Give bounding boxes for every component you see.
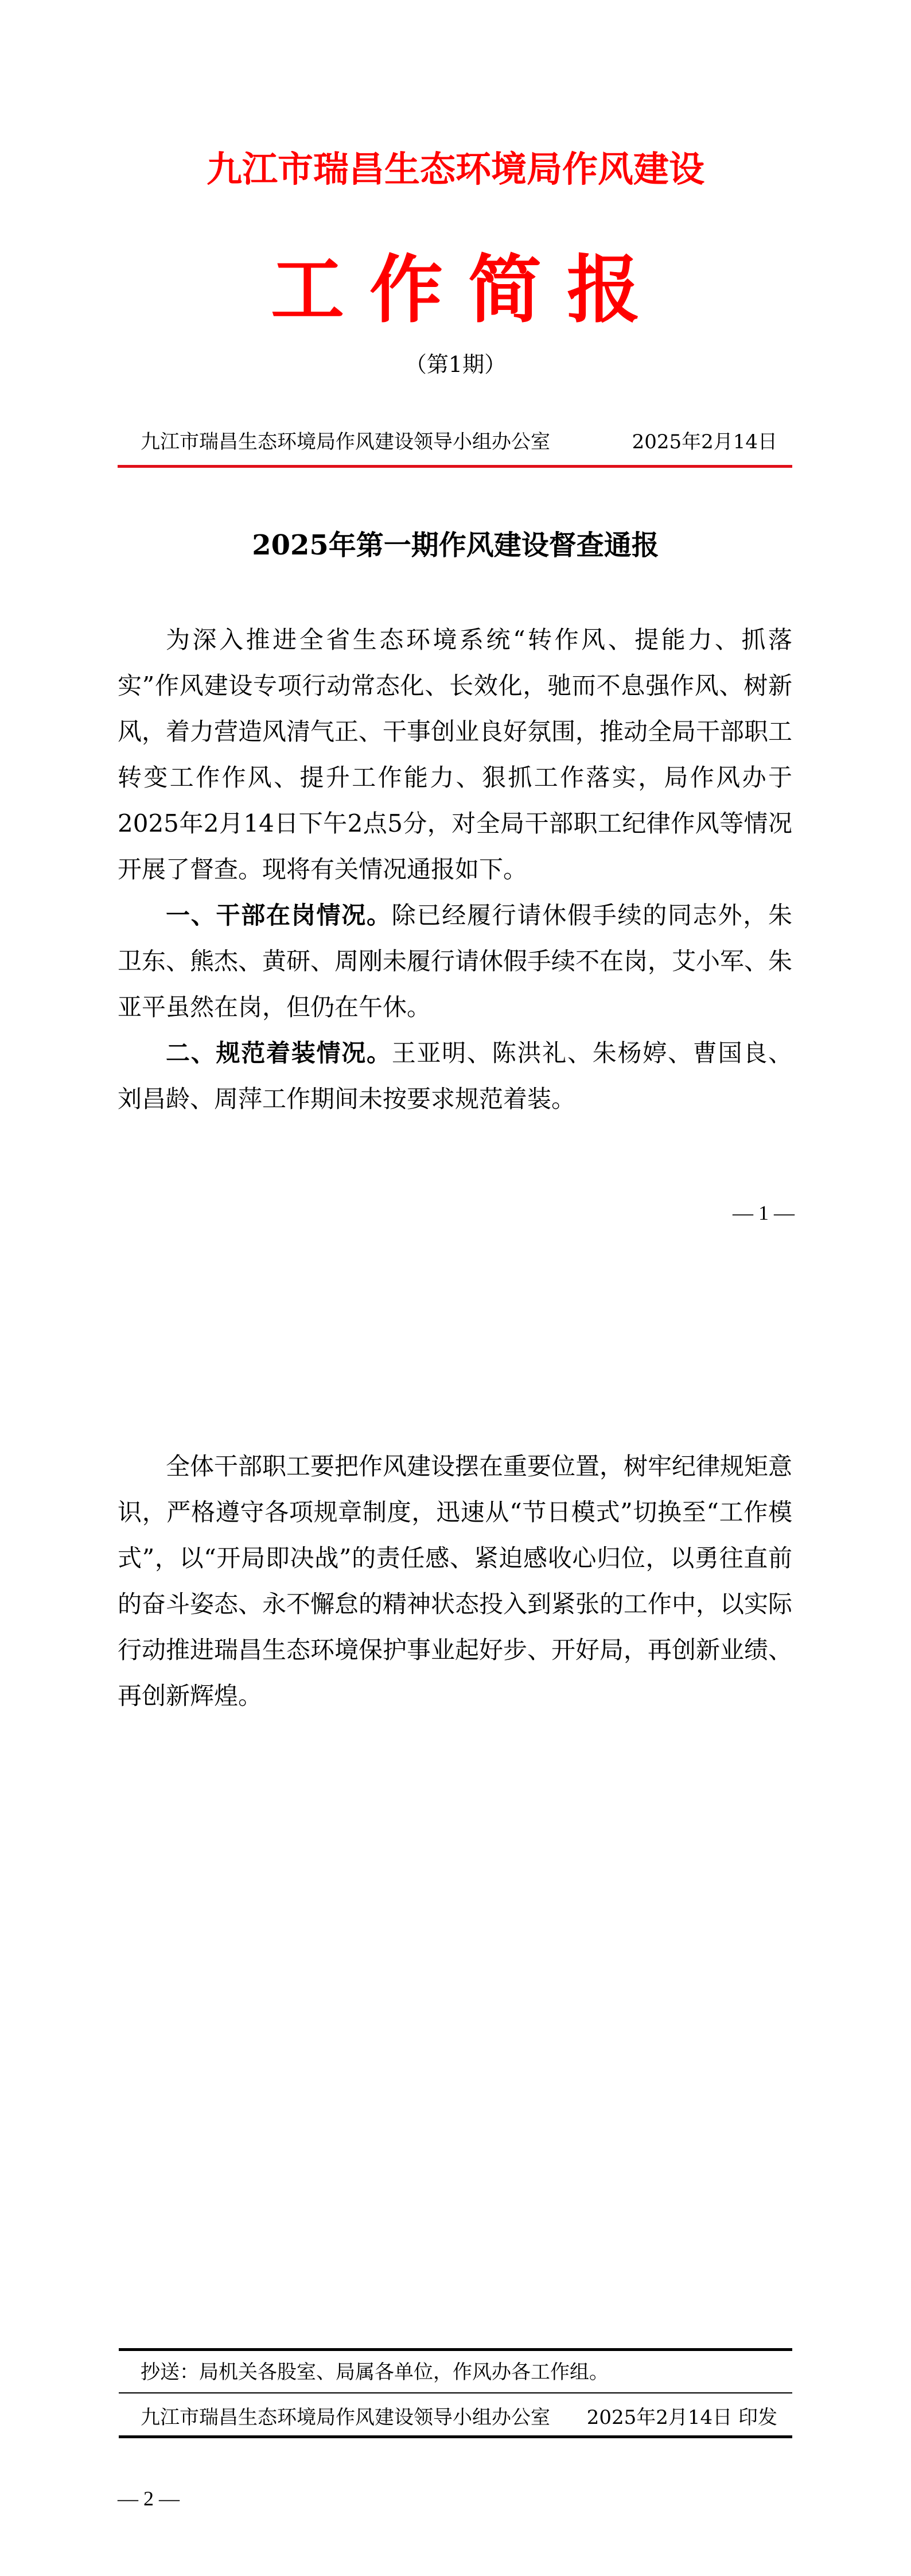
section-text-2: 王亚明、陈洪礼、朱杨婷、曹国良、刘昌龄、周萍工作期间未按要求规范着装。 — [118, 1039, 792, 1113]
red-divider — [118, 465, 792, 468]
page-number-2: — 2 — — [118, 2487, 180, 2510]
section-heading-1: 一、干部在岗情况。 — [166, 901, 392, 929]
section-text-1: 除已经履行请休假手续的同志外，朱卫东、熊杰、黄研、周刚未履行请休假手续不在岗，艾小军、朱亚平虽然在岗，但仍在午休。 — [118, 901, 793, 1021]
bulletin-title: 工作简报 — [270, 247, 665, 333]
issuer-name: 九江市瑞昌生态环境局作风建设领导小组办公室 — [141, 430, 550, 453]
footer-issuer-name: 九江市瑞昌生态环境局作风建设领导小组办公室 — [141, 2406, 550, 2429]
intro-paragraph: 为深入推进全省生态环境系统“转作风、提能力、抓落实”作风建设专项行动常态化、长效化，驰而不息强作风、树新风，着力营造风清气正、干事创业良好氛围，推动全局干部职工转变工作作风、提升工作能力、狠抓工作落实，局作风办于2025年2月14日下午2点5分，对全局干部职工纪律作风等情况开展了督查。现将有关情况通报如下。 — [118, 626, 793, 883]
footer-top-rule — [119, 2348, 792, 2351]
footer-bottom-rule — [119, 2435, 792, 2438]
page1-body — [118, 617, 792, 1122]
cc-line: 抄送：局机关各股室、局属各单位，作风办各工作组。 — [141, 2361, 609, 2384]
section-paragraph-1 — [118, 893, 792, 1030]
page-number-1: — 1 — — [733, 1201, 795, 1224]
issuer-row — [141, 424, 777, 456]
page2-body — [118, 1444, 792, 1719]
document-title: 2025年第一期作风建设督查通报 — [252, 529, 659, 561]
footer-print-date: 2025年2月14日 印发 — [586, 2406, 777, 2429]
section-heading-2: 二、规范着装情况。 — [166, 1039, 392, 1067]
org-title: 九江市瑞昌生态环境局作风建设 — [206, 148, 704, 190]
issue-date: 2025年2月14日 — [632, 430, 777, 453]
section-paragraph-2 — [118, 1030, 792, 1122]
closing-paragraph: 全体干部职工要把作风建设摆在重要位置，树牢纪律规矩意识，严格遵守各项规章制度，迅速从“节日模式”切换至“工作模式”，以“开局即决战”的责任感、紧迫感收心归位，以勇往直前的奋斗姿态、永不懈怠的精神状态投入到紧张的工作中，以实际行动推进瑞昌生态环境保护事业起好步、开好局，再创新业绩、再创新辉煌。 — [118, 1452, 793, 1710]
issue-number: （第1期） — [404, 352, 507, 377]
footer-issuer-row — [141, 2399, 777, 2431]
footer-middle-rule — [119, 2392, 792, 2393]
